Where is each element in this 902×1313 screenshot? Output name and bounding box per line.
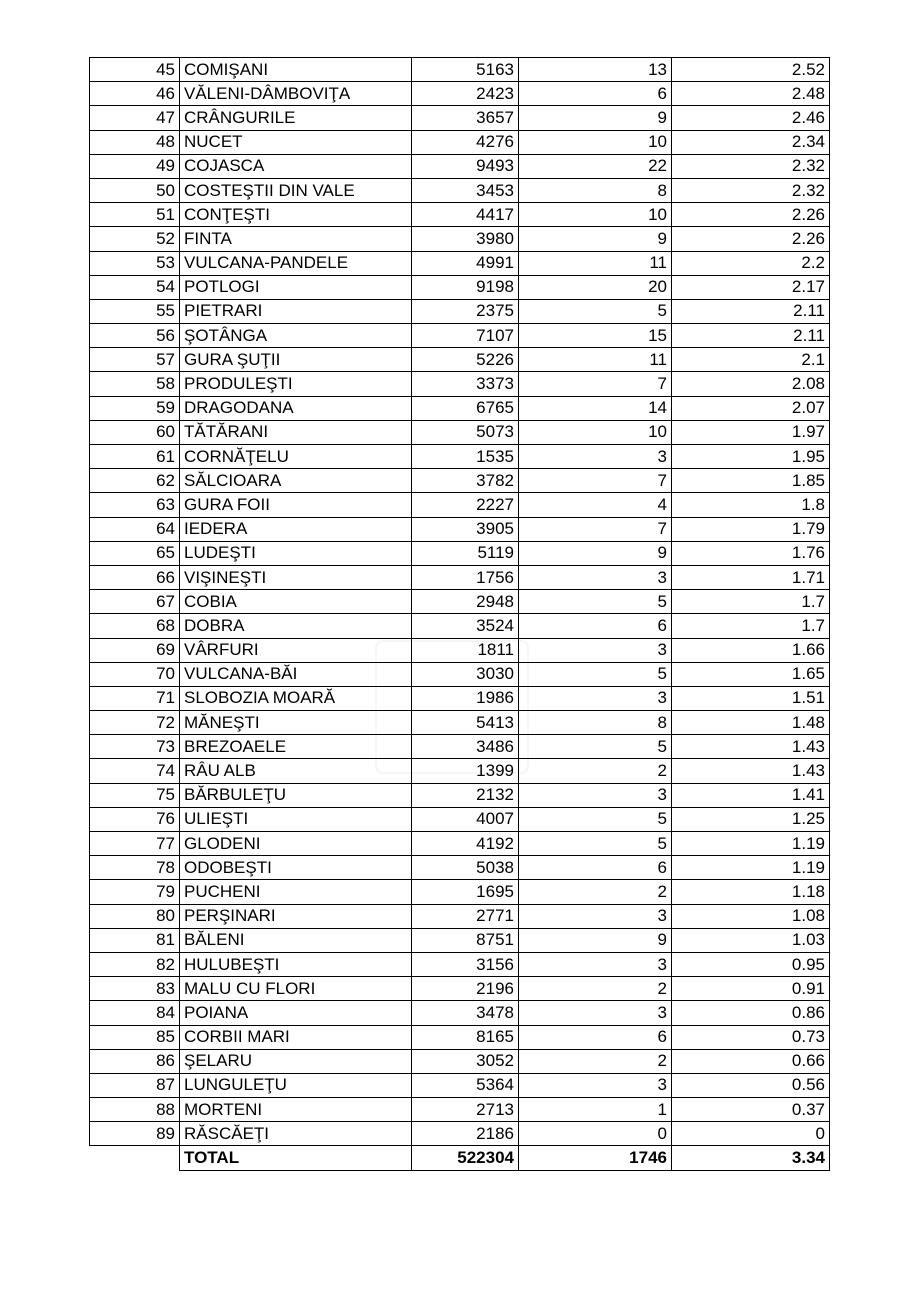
row-number: 50 — [90, 178, 180, 202]
population-cell: 7107 — [412, 324, 519, 348]
rate-cell: 2.48 — [672, 82, 830, 106]
row-number: 73 — [90, 735, 180, 759]
population-cell: 3980 — [412, 227, 519, 251]
cases-cell: 10 — [519, 130, 672, 154]
table-row — [90, 203, 830, 227]
locality-name: PERŞINARI — [180, 904, 412, 928]
total-nr-cell — [90, 1146, 180, 1170]
row-number: 55 — [90, 299, 180, 323]
total-row — [90, 1146, 830, 1170]
cases-cell: 8 — [519, 178, 672, 202]
table-row — [90, 856, 830, 880]
cases-cell: 10 — [519, 203, 672, 227]
cases-cell: 7 — [519, 517, 672, 541]
population-cell: 2132 — [412, 783, 519, 807]
cases-cell: 15 — [519, 324, 672, 348]
row-number: 75 — [90, 783, 180, 807]
cases-cell: 6 — [519, 614, 672, 638]
table-row — [90, 638, 830, 662]
population-cell: 3657 — [412, 106, 519, 130]
table-row — [90, 58, 830, 82]
row-number: 69 — [90, 638, 180, 662]
row-number: 60 — [90, 420, 180, 444]
rate-cell: 2.1 — [672, 348, 830, 372]
table-row — [90, 1073, 830, 1097]
population-cell: 4276 — [412, 130, 519, 154]
row-number: 81 — [90, 928, 180, 952]
cases-cell: 5 — [519, 735, 672, 759]
row-number: 78 — [90, 856, 180, 880]
cases-cell: 5 — [519, 590, 672, 614]
locality-name: LUNGULEŢU — [180, 1073, 412, 1097]
cases-cell: 3 — [519, 904, 672, 928]
cases-cell: 6 — [519, 82, 672, 106]
row-number: 70 — [90, 662, 180, 686]
cases-cell: 7 — [519, 469, 672, 493]
table-row — [90, 106, 830, 130]
locality-name: PIETRARI — [180, 299, 412, 323]
table-row — [90, 735, 830, 759]
row-number: 54 — [90, 275, 180, 299]
rate-cell: 2.17 — [672, 275, 830, 299]
row-number: 45 — [90, 58, 180, 82]
row-number: 51 — [90, 203, 180, 227]
cases-cell: 5 — [519, 299, 672, 323]
locality-name: VULCANA-PANDELE — [180, 251, 412, 275]
cases-cell: 5 — [519, 662, 672, 686]
rate-cell: 2.08 — [672, 372, 830, 396]
table-body — [90, 58, 830, 1146]
total-population: 522304 — [412, 1146, 519, 1170]
cases-cell: 1 — [519, 1098, 672, 1122]
locality-name: TĂTĂRANI — [180, 420, 412, 444]
rate-cell: 1.08 — [672, 904, 830, 928]
table-row — [90, 783, 830, 807]
cases-cell: 9 — [519, 928, 672, 952]
population-cell: 1986 — [412, 686, 519, 710]
row-number: 53 — [90, 251, 180, 275]
table-row — [90, 275, 830, 299]
cases-cell: 3 — [519, 445, 672, 469]
cases-cell: 3 — [519, 783, 672, 807]
rate-cell: 1.85 — [672, 469, 830, 493]
locality-name: GURA FOII — [180, 493, 412, 517]
cases-cell: 13 — [519, 58, 672, 82]
rate-cell: 1.65 — [672, 662, 830, 686]
cases-cell: 6 — [519, 1025, 672, 1049]
cases-cell: 11 — [519, 251, 672, 275]
cases-cell: 4 — [519, 493, 672, 517]
table-row — [90, 1025, 830, 1049]
locality-name: DRAGODANA — [180, 396, 412, 420]
population-cell: 5038 — [412, 856, 519, 880]
locality-name: CONŢEŞTI — [180, 203, 412, 227]
row-number: 85 — [90, 1025, 180, 1049]
locality-name: VULCANA-BĂI — [180, 662, 412, 686]
cases-cell: 8 — [519, 711, 672, 735]
cases-cell: 14 — [519, 396, 672, 420]
total-rate: 3.34 — [672, 1146, 830, 1170]
cases-cell: 2 — [519, 1049, 672, 1073]
rate-cell: 2.32 — [672, 154, 830, 178]
total-label: TOTAL — [180, 1146, 412, 1170]
locality-name: SĂLCIOARA — [180, 469, 412, 493]
rate-cell: 0.91 — [672, 977, 830, 1001]
locality-name: ODOBEŞTI — [180, 856, 412, 880]
population-cell: 8165 — [412, 1025, 519, 1049]
table-row — [90, 324, 830, 348]
rate-cell: 1.18 — [672, 880, 830, 904]
population-cell: 6765 — [412, 396, 519, 420]
row-number: 64 — [90, 517, 180, 541]
table-row — [90, 1098, 830, 1122]
table-row — [90, 154, 830, 178]
rate-cell: 1.76 — [672, 541, 830, 565]
rate-cell: 1.43 — [672, 759, 830, 783]
table-row — [90, 130, 830, 154]
population-cell: 5163 — [412, 58, 519, 82]
locality-name: BĂRBULEŢU — [180, 783, 412, 807]
rate-cell: 0.86 — [672, 1001, 830, 1025]
cases-cell: 3 — [519, 565, 672, 589]
rate-cell: 1.19 — [672, 832, 830, 856]
row-number: 52 — [90, 227, 180, 251]
table-row — [90, 1049, 830, 1073]
population-cell: 3453 — [412, 178, 519, 202]
locality-name: IEDERA — [180, 517, 412, 541]
population-cell: 5119 — [412, 541, 519, 565]
population-cell: 4007 — [412, 807, 519, 831]
rate-cell: 1.03 — [672, 928, 830, 952]
table-row — [90, 299, 830, 323]
rate-cell: 2.26 — [672, 227, 830, 251]
table-row — [90, 565, 830, 589]
row-number: 71 — [90, 686, 180, 710]
cases-cell: 11 — [519, 348, 672, 372]
population-cell: 3156 — [412, 952, 519, 976]
locality-name: CORNĂŢELU — [180, 445, 412, 469]
cases-cell: 0 — [519, 1122, 672, 1146]
population-cell: 4192 — [412, 832, 519, 856]
locality-name: BĂLENI — [180, 928, 412, 952]
row-number: 80 — [90, 904, 180, 928]
locality-name: COJASCA — [180, 154, 412, 178]
table-row — [90, 928, 830, 952]
locality-name: FINTA — [180, 227, 412, 251]
table-row — [90, 711, 830, 735]
row-number: 72 — [90, 711, 180, 735]
cases-cell: 3 — [519, 1001, 672, 1025]
cases-cell: 5 — [519, 832, 672, 856]
population-cell: 5364 — [412, 1073, 519, 1097]
cases-cell: 3 — [519, 686, 672, 710]
cases-cell: 2 — [519, 880, 672, 904]
row-number: 49 — [90, 154, 180, 178]
population-cell: 5073 — [412, 420, 519, 444]
population-cell: 1695 — [412, 880, 519, 904]
population-cell: 5413 — [412, 711, 519, 735]
table-row — [90, 469, 830, 493]
population-cell: 3905 — [412, 517, 519, 541]
cases-cell: 3 — [519, 952, 672, 976]
locality-name: MĂNEŞTI — [180, 711, 412, 735]
row-number: 87 — [90, 1073, 180, 1097]
rate-cell: 2.52 — [672, 58, 830, 82]
population-cell: 2186 — [412, 1122, 519, 1146]
row-number: 59 — [90, 396, 180, 420]
row-number: 82 — [90, 952, 180, 976]
locality-name: MORTENI — [180, 1098, 412, 1122]
row-number: 65 — [90, 541, 180, 565]
locality-name: BREZOAELE — [180, 735, 412, 759]
table-row — [90, 807, 830, 831]
table-row — [90, 445, 830, 469]
table-row — [90, 590, 830, 614]
rate-cell: 1.7 — [672, 590, 830, 614]
rate-cell: 2.11 — [672, 299, 830, 323]
population-cell: 3373 — [412, 372, 519, 396]
row-number: 83 — [90, 977, 180, 1001]
rate-cell: 1.66 — [672, 638, 830, 662]
table-row — [90, 420, 830, 444]
cases-cell: 5 — [519, 807, 672, 831]
row-number: 79 — [90, 880, 180, 904]
rate-cell: 0 — [672, 1122, 830, 1146]
locality-name: ŞOTÂNGA — [180, 324, 412, 348]
population-cell: 2771 — [412, 904, 519, 928]
locality-name: SLOBOZIA MOARĂ — [180, 686, 412, 710]
locality-name: PRODULEŞTI — [180, 372, 412, 396]
population-cell: 5226 — [412, 348, 519, 372]
rate-cell: 1.25 — [672, 807, 830, 831]
row-number: 84 — [90, 1001, 180, 1025]
row-number: 67 — [90, 590, 180, 614]
row-number: 86 — [90, 1049, 180, 1073]
population-cell: 3030 — [412, 662, 519, 686]
table-row — [90, 178, 830, 202]
rate-cell: 1.8 — [672, 493, 830, 517]
rate-cell: 2.32 — [672, 178, 830, 202]
cases-cell: 9 — [519, 106, 672, 130]
population-cell: 9493 — [412, 154, 519, 178]
rate-cell: 1.7 — [672, 614, 830, 638]
row-number: 89 — [90, 1122, 180, 1146]
population-cell: 1811 — [412, 638, 519, 662]
cases-cell: 3 — [519, 1073, 672, 1097]
population-cell: 3052 — [412, 1049, 519, 1073]
row-number: 48 — [90, 130, 180, 154]
table-row — [90, 686, 830, 710]
cases-cell: 3 — [519, 638, 672, 662]
population-cell: 1399 — [412, 759, 519, 783]
rate-cell: 1.41 — [672, 783, 830, 807]
rate-cell: 2.26 — [672, 203, 830, 227]
population-cell: 2713 — [412, 1098, 519, 1122]
rate-cell: 0.37 — [672, 1098, 830, 1122]
locality-name: VIŞINEŞTI — [180, 565, 412, 589]
cases-cell: 7 — [519, 372, 672, 396]
rate-cell: 1.71 — [672, 565, 830, 589]
row-number: 62 — [90, 469, 180, 493]
rate-cell: 2.46 — [672, 106, 830, 130]
locality-name: POIANA — [180, 1001, 412, 1025]
rate-cell: 1.19 — [672, 856, 830, 880]
population-cell: 2375 — [412, 299, 519, 323]
rate-cell: 1.48 — [672, 711, 830, 735]
locality-name: GURA ŞUŢII — [180, 348, 412, 372]
locality-name: RÂU ALB — [180, 759, 412, 783]
rate-cell: 0.66 — [672, 1049, 830, 1073]
locality-name: CORBII MARI — [180, 1025, 412, 1049]
cases-cell: 22 — [519, 154, 672, 178]
rate-cell: 1.97 — [672, 420, 830, 444]
rate-cell: 1.79 — [672, 517, 830, 541]
row-number: 68 — [90, 614, 180, 638]
population-cell: 2227 — [412, 493, 519, 517]
row-number: 46 — [90, 82, 180, 106]
locality-name: LUDEŞTI — [180, 541, 412, 565]
population-cell: 3524 — [412, 614, 519, 638]
table-row — [90, 1122, 830, 1146]
cases-cell: 2 — [519, 977, 672, 1001]
table-row — [90, 880, 830, 904]
row-number: 88 — [90, 1098, 180, 1122]
table-row — [90, 227, 830, 251]
row-number: 56 — [90, 324, 180, 348]
locality-name: POTLOGI — [180, 275, 412, 299]
total-cases: 1746 — [519, 1146, 672, 1170]
table-row — [90, 977, 830, 1001]
row-number: 74 — [90, 759, 180, 783]
data-table — [89, 57, 830, 1171]
rate-cell: 2.34 — [672, 130, 830, 154]
locality-name: HULUBEŞTI — [180, 952, 412, 976]
row-number: 63 — [90, 493, 180, 517]
locality-name: ŞELARU — [180, 1049, 412, 1073]
locality-name: RĂSCĂEŢI — [180, 1122, 412, 1146]
rate-cell: 0.95 — [672, 952, 830, 976]
row-number: 61 — [90, 445, 180, 469]
population-cell: 3478 — [412, 1001, 519, 1025]
population-cell: 2948 — [412, 590, 519, 614]
row-number: 47 — [90, 106, 180, 130]
population-cell: 8751 — [412, 928, 519, 952]
population-cell: 3782 — [412, 469, 519, 493]
population-cell: 3486 — [412, 735, 519, 759]
table-row — [90, 952, 830, 976]
locality-name: DOBRA — [180, 614, 412, 638]
table-row — [90, 832, 830, 856]
rate-cell: 1.95 — [672, 445, 830, 469]
rate-cell: 0.56 — [672, 1073, 830, 1097]
table-row — [90, 348, 830, 372]
table-row — [90, 662, 830, 686]
locality-name: COBIA — [180, 590, 412, 614]
population-cell: 4417 — [412, 203, 519, 227]
rate-cell: 2.2 — [672, 251, 830, 275]
row-number: 77 — [90, 832, 180, 856]
population-cell: 9198 — [412, 275, 519, 299]
locality-name: MALU CU FLORI — [180, 977, 412, 1001]
table-row — [90, 396, 830, 420]
locality-name: NUCET — [180, 130, 412, 154]
cases-cell: 9 — [519, 227, 672, 251]
table-row — [90, 904, 830, 928]
locality-name: COMIŞANI — [180, 58, 412, 82]
rate-cell: 0.73 — [672, 1025, 830, 1049]
table-row — [90, 541, 830, 565]
cases-cell: 10 — [519, 420, 672, 444]
locality-name: PUCHENI — [180, 880, 412, 904]
table-row — [90, 372, 830, 396]
population-cell: 1756 — [412, 565, 519, 589]
cases-cell: 20 — [519, 275, 672, 299]
table-row — [90, 251, 830, 275]
locality-name: VĂLENI-DÂMBOVIŢA — [180, 82, 412, 106]
table-row — [90, 759, 830, 783]
locality-name: VÂRFURI — [180, 638, 412, 662]
row-number: 58 — [90, 372, 180, 396]
population-cell: 4991 — [412, 251, 519, 275]
row-number: 76 — [90, 807, 180, 831]
table-row — [90, 517, 830, 541]
rate-cell: 1.51 — [672, 686, 830, 710]
table-row — [90, 82, 830, 106]
row-number: 57 — [90, 348, 180, 372]
cases-cell: 2 — [519, 759, 672, 783]
rate-cell: 2.11 — [672, 324, 830, 348]
cases-cell: 6 — [519, 856, 672, 880]
population-cell: 2196 — [412, 977, 519, 1001]
rate-cell: 2.07 — [672, 396, 830, 420]
rate-cell: 1.43 — [672, 735, 830, 759]
locality-name: GLODENI — [180, 832, 412, 856]
population-cell: 2423 — [412, 82, 519, 106]
row-number: 66 — [90, 565, 180, 589]
cases-cell: 9 — [519, 541, 672, 565]
table-row — [90, 1001, 830, 1025]
locality-name: CRÂNGURILE — [180, 106, 412, 130]
locality-name: COSTEŞTII DIN VALE — [180, 178, 412, 202]
table-row — [90, 493, 830, 517]
population-cell: 1535 — [412, 445, 519, 469]
locality-name: ULIEŞTI — [180, 807, 412, 831]
table-row — [90, 614, 830, 638]
